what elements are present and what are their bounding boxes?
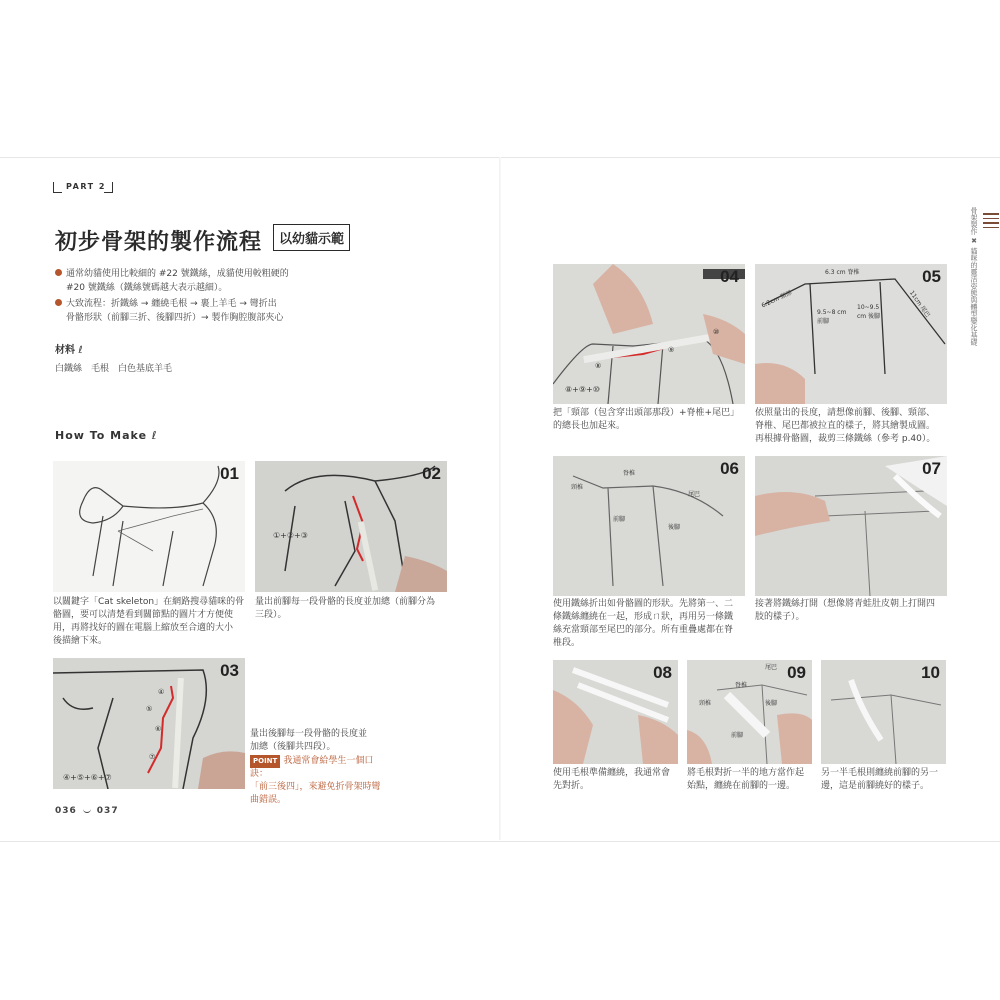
step-number: 07: [922, 459, 941, 478]
step-04-mark: ⑧: [595, 362, 602, 370]
step-06-label: 脊椎: [623, 470, 636, 477]
step-03-photo: [53, 658, 245, 789]
side-bars-icon: [983, 213, 999, 231]
step-07-photo: [755, 456, 947, 596]
step-05-note: 6.2cm 頸部: [760, 289, 793, 310]
step-08-caption: 使用毛根準備纏繞，我通常會 先對折。: [553, 768, 671, 791]
step-10-photo: [821, 660, 946, 764]
step-09-label: 脊椎: [735, 682, 748, 689]
step-09-label: 前腳: [731, 732, 744, 739]
step-09-label: 尾巴: [765, 664, 778, 671]
step-05-caption: 依照量出的長度，請想像前腳、後腳、頸部、 脊椎、尾巴都被拉直的樣子，將其繪製成圖。 再根據骨骼圖，裁剪三條鐵絲（參考 p.40）。: [755, 408, 936, 444]
step-05-note: 6.3 cm 脊椎: [825, 269, 860, 276]
step-number: 04: [720, 267, 739, 286]
step-06-label: 前腳: [613, 516, 626, 523]
smile-icon: [83, 808, 91, 813]
step-06-label: 後腳: [668, 524, 681, 531]
step-06-caption: 使用鐵絲折出如骨骼圖的形狀。先將第一、二 條鐵絲纏繞在一起，形成ㄇ狀，再用另一條鐵 絲充當頸部至尾巴的部分。所有重疊處都在脊 椎段。: [553, 599, 734, 648]
part-label: PART 2: [66, 182, 106, 191]
step-number: 08: [653, 663, 672, 682]
step-04-photo: [553, 264, 745, 404]
side-running-title: 骨架製作 ✖ 貓咪的靈活姿態與體型變化基礎: [970, 207, 978, 346]
bullet-line: 通常幼貓使用比較細的 #22 號鐵絲，成貓使用較粗硬的: [55, 267, 289, 281]
step-07-caption: 接著將鐵絲打開（想像將青蛙肚皮朝上打開四 肢的樣子）。: [755, 599, 936, 622]
step-number: 03: [220, 661, 239, 680]
step-09-photo: [687, 660, 812, 764]
step-06-label: 尾巴: [688, 491, 701, 498]
step-04-caption: 把「頸部（包含穿出頭部那段）+脊椎+尾巴」 的總長也加起來。: [553, 408, 740, 431]
squiggle-icon: ℓ: [151, 429, 158, 442]
step-02-photo: [255, 461, 447, 592]
how-to-heading: How To Make ℓ: [55, 429, 158, 442]
step-03-label: ④+⑤+⑥+⑦: [63, 773, 112, 782]
step-number: 01: [220, 464, 239, 483]
step-05-note: 11cm 尾巴: [907, 289, 932, 319]
step-number: 02: [422, 464, 441, 483]
step-09-caption: 將毛根對折一半的地方當作起 始點，纏繞在前腳的一邊。: [687, 768, 805, 791]
step-03-mark: ⑤: [146, 705, 153, 713]
step-03-point-note: POINT 我通常會給學生一個口訣： 「前三後四」，來避免折骨架時彎 曲錯誤。: [250, 756, 381, 805]
materials-list: 白鐵絲 毛根 白色基底羊毛: [55, 364, 173, 374]
part-tag: [53, 182, 113, 196]
step-05-photo: [755, 264, 947, 404]
step-03-caption: 量出後腳每一段骨骼的長度並 加總（後腳共四段）。: [250, 729, 368, 752]
materials-heading: 材料 ℓ: [55, 345, 83, 356]
page-subtitle: 以幼貓示範: [273, 224, 350, 251]
bullet-line: 骨骼形狀（前腳三折、後腳四折）→ 製作胸腔腹部夾心: [66, 313, 284, 323]
step-number: 10: [921, 663, 940, 682]
step-06-photo: [553, 456, 745, 596]
step-08-photo: [553, 660, 678, 764]
step-09-label: 頸椎: [699, 700, 712, 707]
step-number: 05: [922, 267, 941, 286]
step-04-mark: ⑨: [668, 346, 675, 354]
step-03-mark: ⑥: [155, 725, 162, 733]
step-05-note: 10~9.5 cm 後腳: [857, 304, 881, 320]
step-09-label: 後腳: [765, 700, 778, 707]
step-number: 09: [787, 663, 806, 682]
step-04-label: ⑧+⑨+⑩: [565, 385, 600, 394]
step-05-note: 9.5~8 cm 前腳: [817, 309, 847, 325]
step-01-photo: [53, 461, 245, 592]
step-02-caption: 量出前腳每一段骨骼的長度並加總（前腳分為 三段）。: [255, 597, 436, 620]
bullet-dot-icon: [55, 269, 62, 276]
book-gutter: [499, 157, 501, 840]
step-10-caption: 另一半毛根則纏繞前腳的另一 邊，這是前腳繞好的樣子。: [821, 768, 939, 791]
squiggle-icon: ℓ: [78, 345, 83, 356]
point-badge: POINT: [250, 755, 280, 768]
bullet-line: 大致流程：折鐵絲 → 纏繞毛根 → 裹上羊毛 → 彎折出: [55, 297, 277, 311]
step-01-caption: 以關鍵字「Cat skeleton」在網路搜尋貓咪的骨 骼圖，要可以清楚看到關節點的圖片才方便使 用，再將找好的圖在電腦上縮放至合適的大小 後描繪下來。: [53, 597, 245, 646]
bullet-dot-icon: [55, 299, 62, 306]
step-03-mark: ④: [158, 688, 165, 696]
page-numbers: 036 037: [55, 806, 119, 816]
step-02-label: ①+②+③: [273, 531, 308, 540]
bullet-line: #20 號鐵絲（鐵絲號碼越大表示越細）。: [66, 283, 228, 293]
page-title: 初步骨架的製作流程: [55, 230, 263, 255]
step-number: 06: [720, 459, 739, 478]
step-04-mark: ⑩: [713, 328, 720, 336]
step-03-mark: ⑦: [149, 753, 156, 761]
step-06-label: 頸椎: [571, 484, 584, 491]
